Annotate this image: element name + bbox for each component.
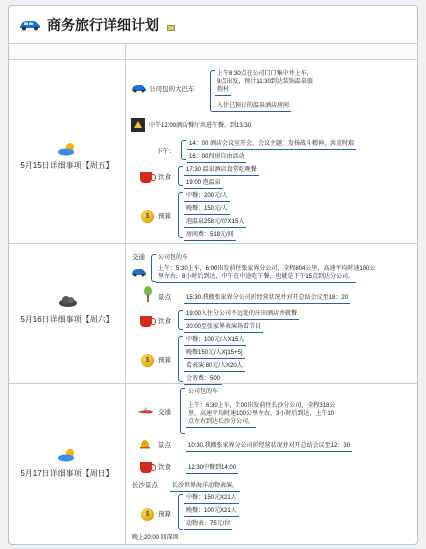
meal-label: 饮食	[158, 464, 171, 471]
cloud-icon	[57, 294, 79, 308]
car-icon	[19, 19, 41, 31]
transport-line: 假村	[215, 86, 231, 96]
transport-line: 公司包的车	[158, 255, 189, 261]
meal-line: 19:00入住分公司不远处的庄田酒店并就餐	[184, 310, 299, 320]
scenic-line: 10:30.我搬张家界分公司折经营状况并对开总结会议至12：30	[186, 442, 352, 452]
car-icon	[131, 268, 147, 277]
coin-icon: $	[141, 354, 154, 367]
building-icon	[131, 118, 145, 132]
changsha-label: 长沙景点	[132, 482, 158, 489]
meal-label: 饮食	[158, 174, 171, 181]
budget-line: 看表演:80元/人X20人	[184, 362, 245, 372]
transport-line: 公司包的车	[188, 389, 219, 395]
tree-icon	[143, 286, 153, 302]
meal-line: 19:00 泡温泉	[184, 179, 223, 189]
transport-label: 公司包的大巴车	[149, 86, 195, 93]
title-bar	[9, 6, 417, 44]
transport-line: 上午：5:30上车，6:00出发前往张家界分公司，全程804公里，高速平均时速100公	[158, 266, 376, 272]
plane-icon	[137, 408, 153, 416]
transport-label: 交通	[158, 409, 171, 416]
lunch-text: 中午12:00酒店餐厅共进午餐，到13:30	[149, 123, 252, 129]
day-label: 5月15日详细事项【周五】	[20, 161, 114, 170]
sunny-cloud-icon	[57, 448, 79, 462]
budget-line: 会务费：500	[184, 375, 222, 385]
transport-line: 入住已预订的温泉酒店房间	[215, 102, 291, 112]
budget-line: 泡温泉258元/位X15人	[184, 218, 246, 228]
budget-label: 预算	[158, 511, 171, 518]
sunny-cloud-icon	[57, 142, 79, 156]
coin-icon: $	[141, 508, 154, 521]
afternoon-line: 16：00四房自由活动	[187, 153, 246, 163]
budget-label: 预算	[158, 357, 171, 364]
budget-line: 晚餐150元/人X[15+5]	[184, 349, 245, 359]
transport-line: 里，高速平均时速100公里左右，3小时后到达，上午10	[188, 411, 335, 417]
evening-text: 晚上20:00 回深圳	[132, 535, 179, 541]
meal-label: 饮食	[158, 318, 171, 325]
transport-label: 交通	[132, 254, 145, 261]
note-icon	[167, 25, 175, 31]
changsha-line: 长沙世界海洋动物表演。	[170, 482, 240, 492]
header-row	[9, 44, 417, 60]
afternoon-label: 下午：	[156, 148, 176, 155]
day-row-1	[9, 60, 417, 244]
transport-line: 里左右，8小时后到达，中午在中途吃午餐，也就是下午15点到达分公司。	[156, 273, 356, 283]
transport-line: 9点出发，预计11:30到达装饰温泉旅	[217, 79, 313, 85]
scenic-label: 景点	[158, 294, 171, 301]
scenic-line: 15:30.我搬张家界分公司折经营状况并对开总结会议至18：20	[184, 294, 350, 304]
cup-icon	[140, 462, 152, 473]
budget-label: 预算	[158, 213, 171, 220]
day-row-3	[9, 384, 417, 545]
car-icon	[131, 84, 147, 93]
budget-line: 中餐：200元/人	[184, 192, 230, 202]
page-title: 商务旅行详细计划	[47, 16, 159, 33]
scenic-label: 景点	[158, 442, 171, 449]
coin-icon: $	[141, 210, 154, 223]
meal-line: 12:30中餐到14:00	[186, 464, 238, 474]
meal-line: 17:30 温泉酒店食堂吃晚餐	[184, 166, 259, 176]
budget-line: 房间费：518元/间	[184, 231, 236, 241]
page	[8, 5, 418, 545]
budget-line: 动物表：75元/位	[184, 520, 232, 530]
transport-line: 上午8:30点在公司门口集中并上车，	[217, 71, 313, 77]
cup-icon	[140, 172, 152, 183]
transport-line: 上午：6:30上车，7:00出发前往长沙分公司，全程318公	[188, 403, 336, 409]
bell-icon	[139, 438, 151, 450]
day-label: 5月16日详细事项【周六】	[20, 315, 114, 324]
transport-line: 点左右到达长沙分公司。	[186, 418, 256, 428]
budget-line: 晚餐：150元/人	[184, 205, 230, 215]
day-row-2	[9, 244, 417, 384]
cup-icon	[140, 316, 152, 327]
budget-line: 中餐：100元/人X15人	[184, 336, 246, 346]
day-label: 5月17日详细事项【周日】	[20, 469, 114, 478]
meal-line: 20:00至张家界表演场看节目	[184, 323, 263, 333]
budget-line: 中餐：150元X21人	[184, 494, 239, 504]
afternoon-line: 14：00 酒店会议室开会，会议主题：发扬战斗精神，共克时艰	[187, 140, 356, 150]
budget-line: 晚餐：100元X21人	[184, 507, 239, 517]
